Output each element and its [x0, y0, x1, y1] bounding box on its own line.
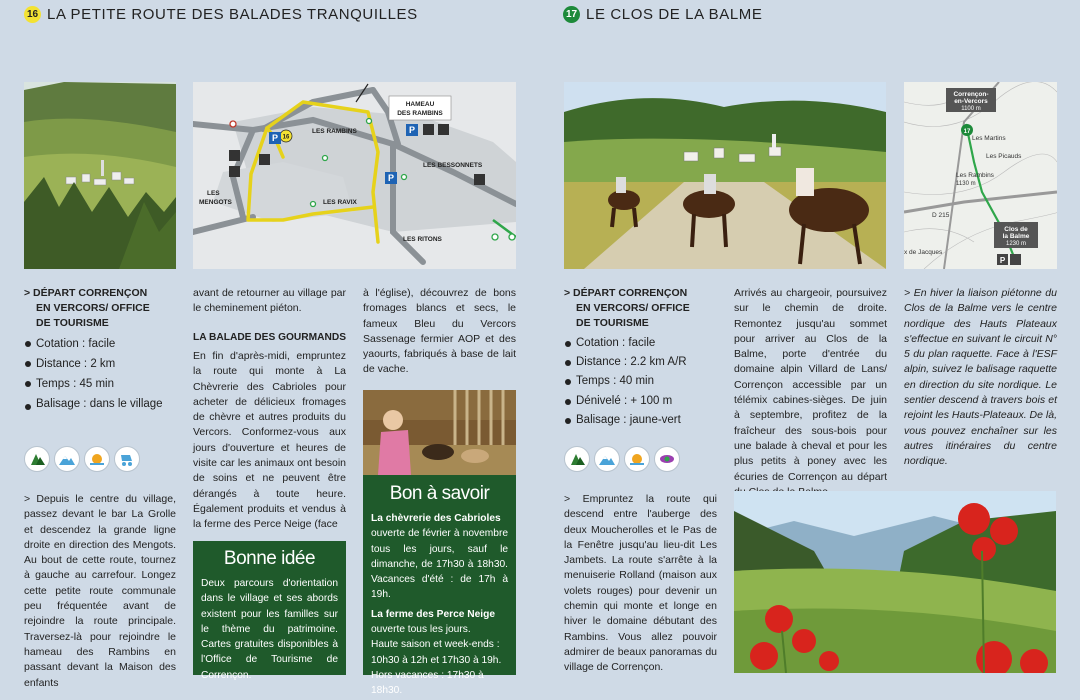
section-title: LA PETITE ROUTE DES BALADES TRANQUILLES: [47, 6, 418, 23]
route-16-map: [193, 82, 516, 269]
departure-info: > DÉPART CORRENÇON EN VERCORS/ OFFICE DE TOURISME: [24, 287, 150, 329]
route-17-continuation: Arrivés au chargeoir, poursuivez sur le chemin de droite. Remontez jusqu'au sommet pour arriver au Clos de la Balme, porte d'entrée du domaine alpin Villard de Lans/ Corrençon accessible par un télémix cabines-sièges. De juin à septembre, profitez de la fraîcheur des sous-bois pour une balade à cheval et pour les plus petits à poney avec les écuries de Corrençon au départ: [734, 287, 887, 483]
map-label-les-ravix: LES RAVIX: [323, 199, 357, 206]
map-label-en-vercors: en-Vercors: [954, 98, 988, 105]
list-item: Balisage : dans le village: [24, 397, 174, 412]
map-marker-16: 16: [282, 134, 290, 141]
map-label-rambins: Les Rambins: [956, 172, 994, 179]
ferme-line: ouverte tous les jours.: [371, 624, 471, 636]
section-header-16: [24, 6, 418, 23]
svg-text:P: P: [271, 133, 279, 143]
departure-info: > DÉPART CORRENÇON EN VERCORS/ OFFICE DE TOURISME: [564, 287, 690, 329]
map-label-mengots: MENGOTS: [199, 199, 232, 206]
bonne-idee-text: Deux parcours d'orientation dans le village et ses abords existent pour les familles sur le thème du patrimoine. Cartes gratuites disponibles à l'Office de Tourisme de Corrençon.: [201, 578, 338, 681]
map-label-alt-1130: 1130 m: [956, 181, 976, 187]
route-number-badge: 16: [24, 6, 41, 23]
village-landscape-photo: [24, 82, 176, 269]
mountain-icon: [54, 446, 80, 472]
map-label-les-bessonnets: LES BESSONNETS: [423, 162, 483, 169]
chevrerie-title: La chèvrerie des Cabrioles: [371, 513, 501, 524]
list-item: Cotation : facile: [24, 334, 174, 354]
horseback-riding-photo: [564, 82, 886, 269]
route-stats-list: [24, 334, 174, 412]
svg-text:P: P: [387, 173, 395, 183]
map-label-hameau: HAMEAU: [405, 101, 435, 108]
gourmands-text: En fin d'après-midi, empruntez la route qui monte à La Chèvrerie des Cabrioles pour acheter de délicieux fromages de chèvre et autres produits du Vercors. Conformez-vous aux jours d'ouverture et heures de visite car les animaux ont besoin de soins et ne peuvent être dérangés à toute heure. Également produits et vendus à la ferme des Perce Neige (face: [193, 350, 346, 531]
bon-a-savoir-title: Bon à savoir: [389, 483, 490, 504]
chevrerie-text: ouverte de février à novembre tous les jours, sauf le dimanche, de 17h30 à 18h30. Vacances d'été : de 17h à 19h.: [371, 528, 508, 601]
map-marker-17: 17: [963, 129, 971, 135]
map-label-alt-1100: 1100 m: [961, 106, 981, 112]
section-header-17: [563, 6, 762, 23]
map-label-des-rambins: DES RAMBINS: [397, 110, 443, 117]
winter-info: > En hiver la liaison piétonne du Clos de la Balme vers le centre nordique des Hauts Plateaux s'effectue en suivant le circuit N° 5 du plan raquette. Face à l'ESF alpin, suivez le balisage raquette en direction du site nordique. Le sentier descend à travers bois et rejoint les Hauts-Plateaux. De là, vous pouvez enchaîner sur les autres itinéraires du centre nordique.: [904, 287, 1057, 468]
map-label-correncon: Corrençon-: [953, 91, 989, 98]
stroller-icon: [114, 446, 140, 472]
svg-text:P: P: [408, 125, 416, 135]
map-label-clos-de: Clos de: [1004, 226, 1028, 233]
mountain-icon: [594, 446, 620, 472]
route-stats-list: [564, 334, 724, 430]
list-item: Distance : 2 km: [24, 354, 174, 374]
map-label-la-balme: la Balme: [1002, 233, 1030, 240]
list-item: Temps : 40 min: [564, 372, 724, 391]
list-item: Dénivelé : + 100 m: [564, 392, 724, 411]
list-item: Distance : 2.2 km A/R: [564, 353, 724, 372]
bonne-idee-title: Bonne idée: [223, 548, 316, 569]
tree-icon: [564, 446, 590, 472]
sun-icon: [624, 446, 650, 472]
ferme-line: 10h30 à 12h et 17h30 à 19h.: [371, 654, 502, 666]
map-label-d215: D 215: [932, 212, 950, 219]
route-17-directions: > Empruntez la route qui descend entre l'auberge des deux Moucherolles et le Pas de la Fenêtre jusqu'au lieu-dit Les Jambets. La route s'arrête à la menuiserie Rolland (maison aux volets rouges) pour devenir un chemin qui monte et longe en hiver le domaine débutant des Rambins. Vous allez pouvoir admirer de beaux panoramas du village de Corrençon.: [564, 493, 717, 674]
map-label-les-ritons: LES RITONS: [403, 236, 442, 243]
gourmands-title: LA BALADE DES GOURMANDS: [193, 332, 347, 343]
goats-barn-photo: [363, 390, 516, 475]
list-item: Temps : 45 min: [24, 374, 174, 394]
route-number-badge: 17: [563, 6, 580, 23]
route-17-map: [904, 82, 1057, 269]
poppy-valley-photo: [734, 491, 1056, 673]
bon-a-savoir-box: [363, 475, 516, 697]
svg-text:P: P: [999, 256, 1006, 265]
ferme-line: Haute saison et week-ends :: [371, 639, 500, 651]
map-label-les: LES: [207, 190, 220, 197]
route-16-continuation: avant de retourner au village par le cheminement piéton.: [193, 287, 346, 315]
sun-icon: [84, 446, 110, 472]
map-label-les-rambins: LES RAMBINS: [312, 128, 357, 135]
map-label-alt-1230: 1230 m: [1005, 241, 1027, 247]
ferme-title: La ferme des Perce Neige: [371, 608, 496, 620]
bonne-idee-box: [193, 541, 346, 681]
section-title: LE CLOS DE LA BALME: [586, 6, 763, 23]
map-label-martins: Les Martins: [972, 135, 1006, 142]
ferme-line: Hors vacances : 17h30 à 18h30.: [371, 669, 484, 697]
list-item: Balisage : jaune-vert: [564, 411, 724, 430]
map-label-picauds: Les Picauds: [986, 153, 1022, 160]
list-item: Cotation : facile: [564, 334, 724, 353]
nordic-icon: [654, 446, 680, 472]
tree-icon: [24, 446, 50, 472]
gourmands-continuation: à l'église), découvrez de bons fromages blancs et secs, le fameux Bleu du Vercors Sassenage fermier AOP et des yaourts, fabriqués à base de lait de vache.: [363, 287, 516, 376]
map-label-jacques: x de Jacques: [904, 249, 943, 256]
route-16-directions: > Depuis le centre du village, passez devant le bar La Grolle et descendez la grande ligne droite en direction des Mengots. Au bout de cette route, tournez à gauche au carrefour. Longez cette petite route communale peu fréquentée avant de rejoindre la route principale. Traversez-là pour rejoindre le hameau des Rambins en passant devant la Maison des enfants: [24, 493, 176, 689]
